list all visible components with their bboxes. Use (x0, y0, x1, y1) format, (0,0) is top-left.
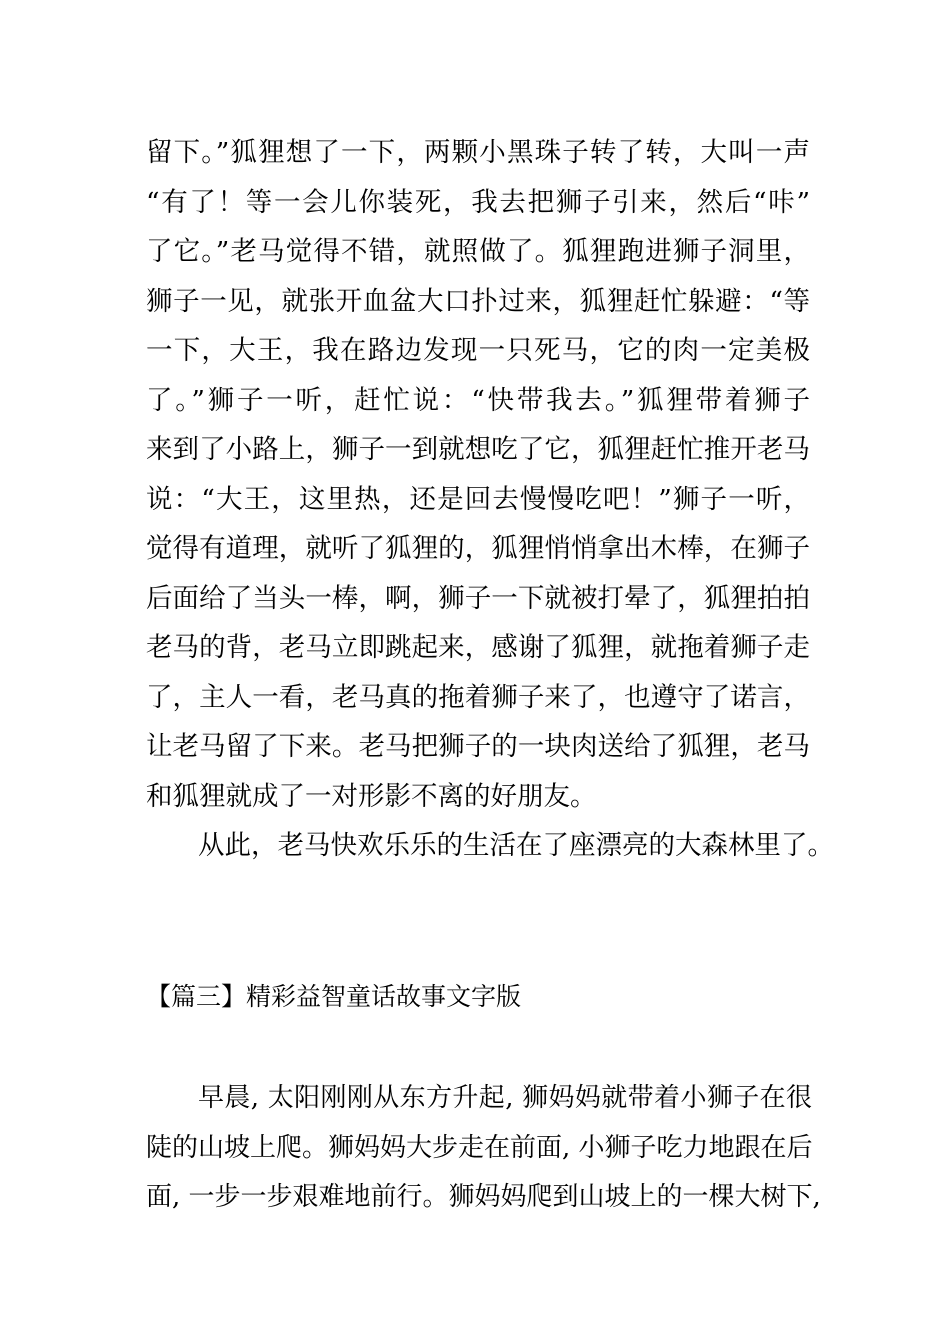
section-heading: 【篇三】精彩益智童话故事文字版 (146, 982, 522, 1011)
section3-line-3: 面, 一步一步艰难地前行。狮妈妈爬到山坡上的一棵大树下, (146, 1182, 821, 1212)
story-line-14: 和狐狸就成了一对形影不离的好朋友。 (146, 781, 597, 812)
section3-line-1: 早晨, 太阳刚刚从东方升起, 狮妈妈就带着小狮子在很 (198, 1083, 812, 1113)
story-line-3: 了它。”老马觉得不错，就照做了。狐狸跑进狮子洞里， (146, 236, 810, 267)
story-line-7: 来到了小路上，狮子一到就想吃了它，狐狸赶忙推开老马 (146, 434, 810, 465)
section3-line-2: 陡的山坡上爬。狮妈妈大步走在前面, 小狮子吃力地跟在后 (146, 1133, 813, 1163)
story-line-4: 狮子一见，就张开血盆大口扑过来，狐狸赶忙躲避：“等 (146, 286, 810, 317)
story-line-2: “有了！等一会儿你装死，我去把狮子引来，然后“咔” (146, 187, 810, 218)
story-line-11: 老马的背，老马立即跳起来，感谢了狐狸，就拖着狮子走 (146, 632, 810, 663)
story-closing-paragraph: 从此，老马快欢乐乐的生活在了座漂亮的大森林里了。 (198, 830, 834, 861)
story-line-6: 了。”狮子一听，赶忙说：“快带我去。”狐狸带着狮子 (146, 385, 810, 416)
story-line-12: 了，主人一看，老马真的拖着狮子来了，也遵守了诺言， (146, 682, 810, 713)
story-line-8: 说：“大王，这里热，还是回去慢慢吃吧！”狮子一听， (146, 484, 810, 515)
story-line-10: 后面给了当头一棒，啊，狮子一下就被打晕了，狐狸拍拍 (146, 583, 810, 614)
story-line-13: 让老马留了下来。老马把狮子的一块肉送给了狐狸，老马 (146, 731, 810, 762)
story-line-9: 觉得有道理，就听了狐狸的，狐狸悄悄拿出木棒，在狮子 (146, 533, 810, 564)
story-line-5: 一下，大王，我在路边发现一只死马，它的肉一定美极 (146, 335, 810, 366)
story-line-1: 留下。”狐狸想了一下，两颗小黑珠子转了转，大叫一声 (146, 137, 810, 168)
